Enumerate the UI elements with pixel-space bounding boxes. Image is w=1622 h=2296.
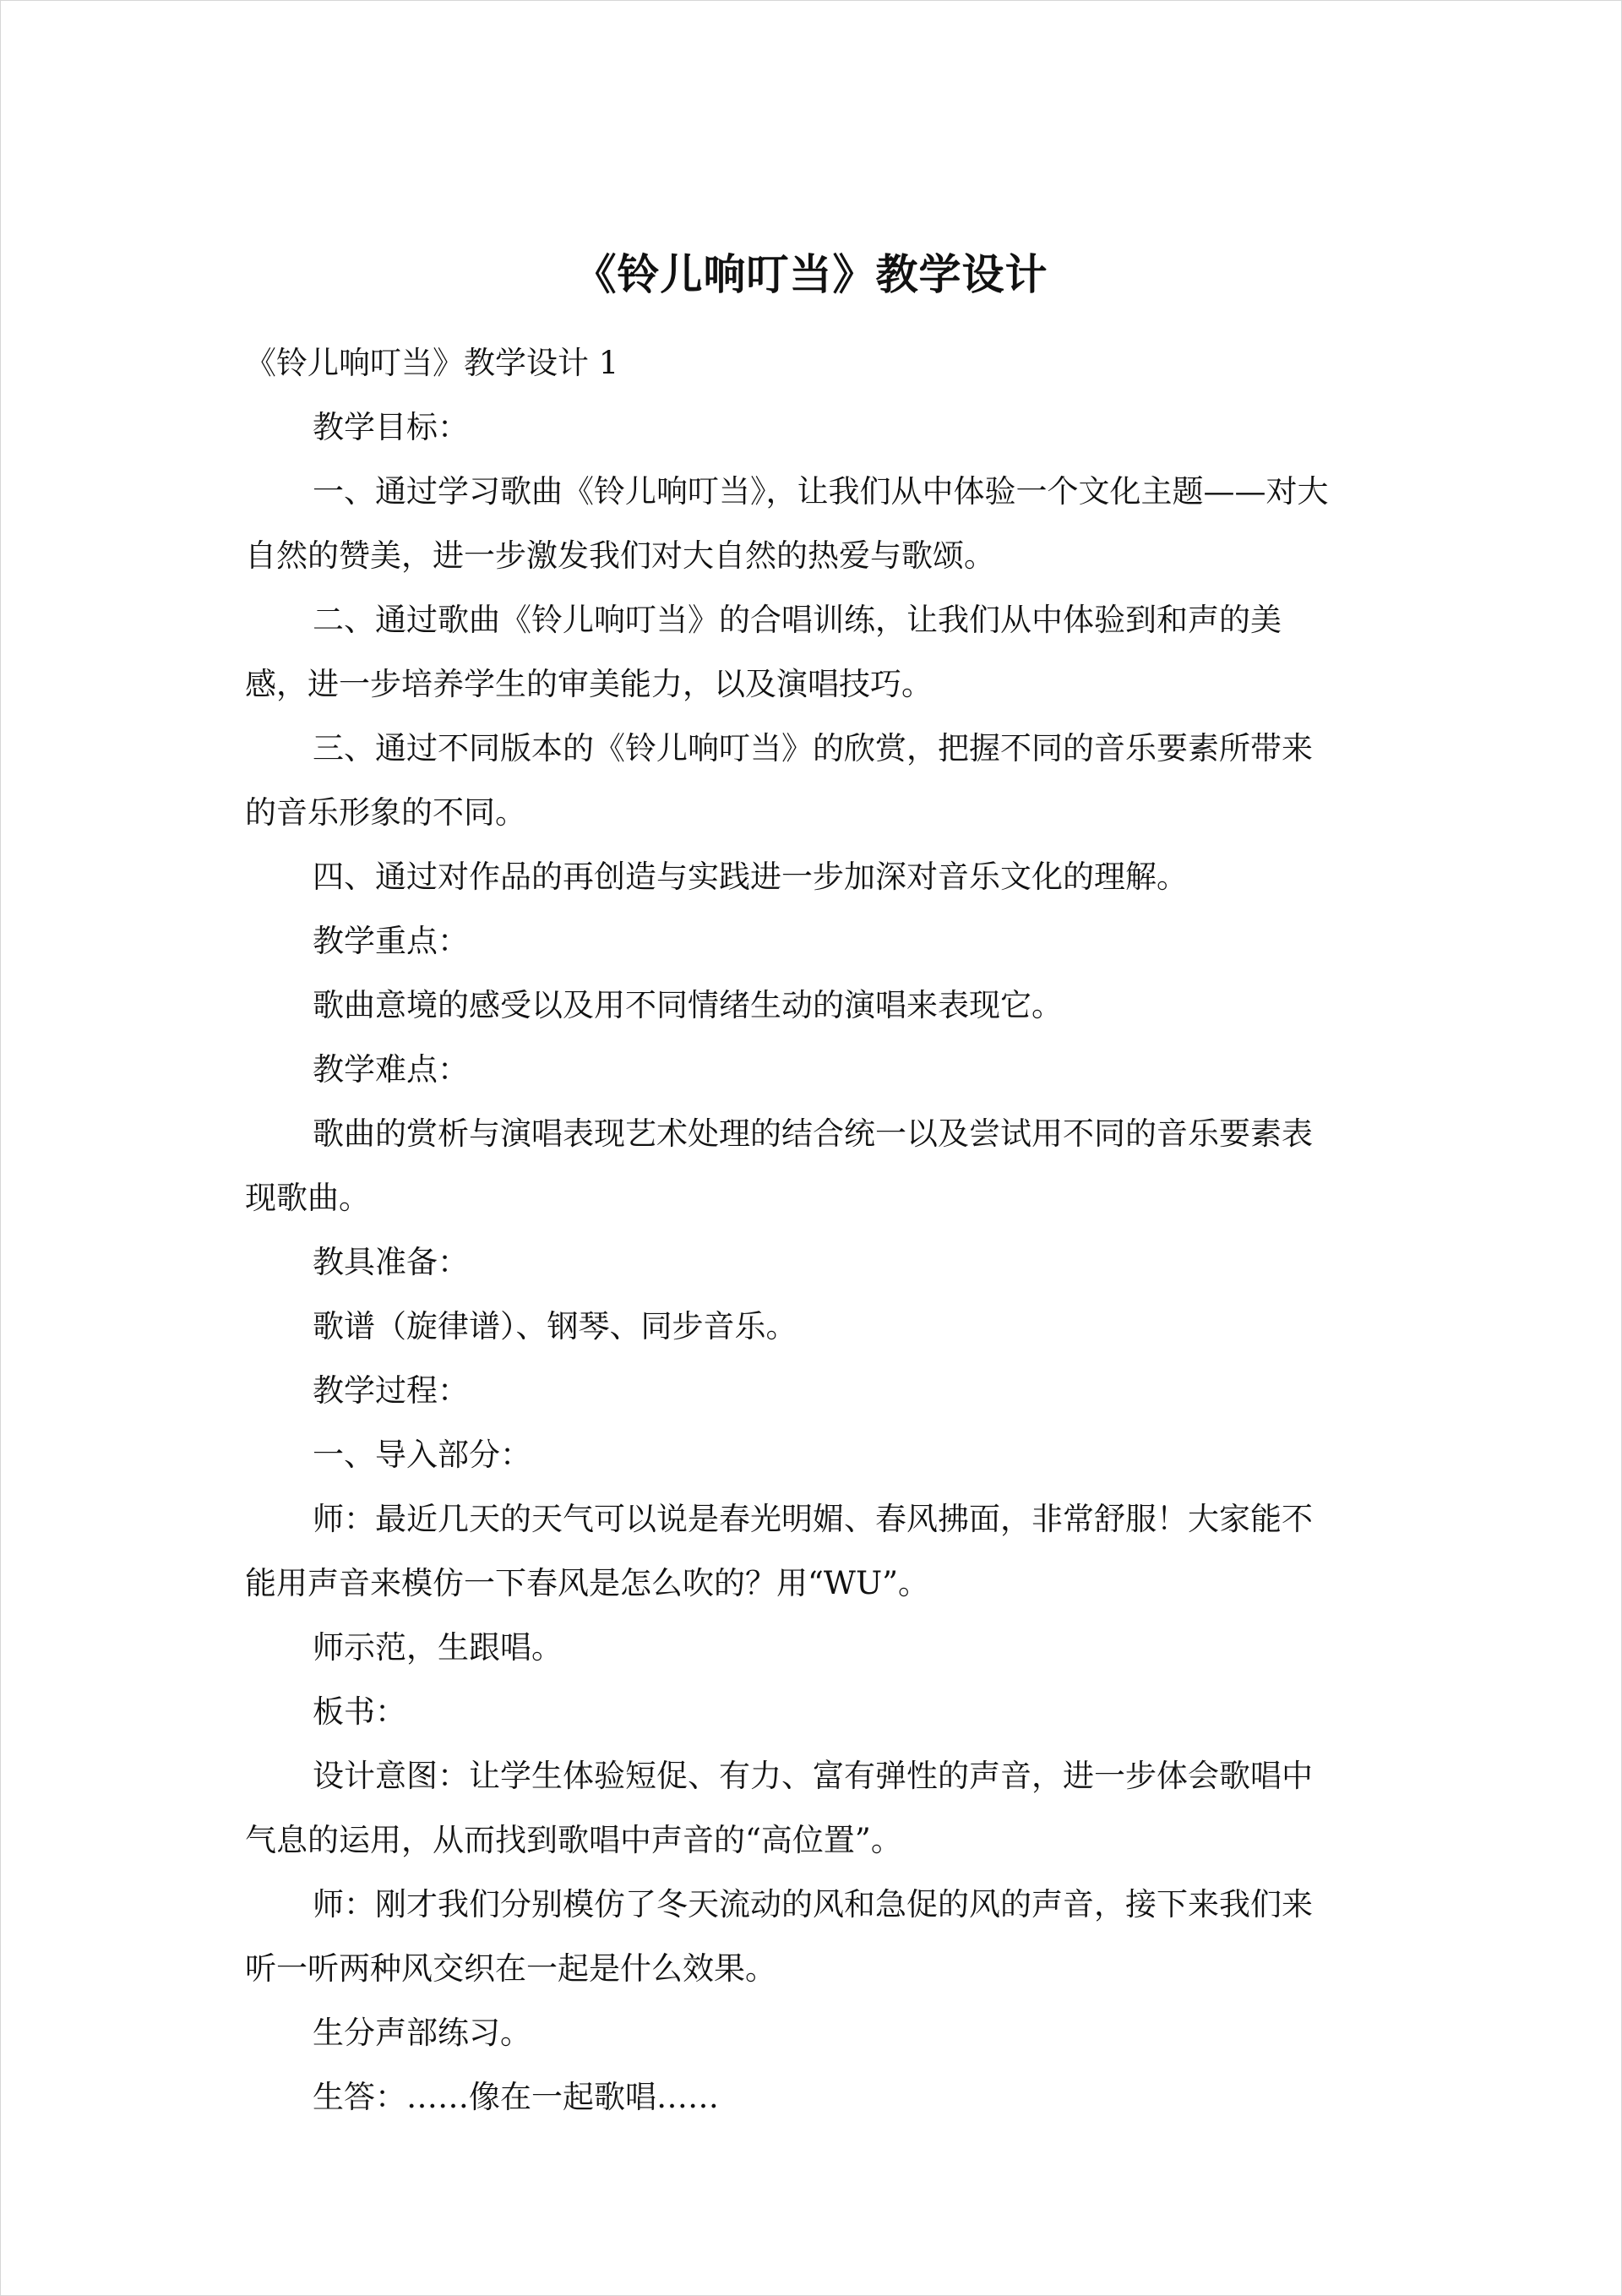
paragraph-line: 教学过程： — [313, 1372, 469, 1409]
paragraph-line: 板书： — [313, 1693, 406, 1730]
paragraph-line: 一、通过学习歌曲《铃儿响叮当》，让我们从中体验一个文化主题——对大 — [313, 473, 1329, 510]
section-heading: 《铃儿响叮当》教学设计 1 — [245, 345, 619, 381]
paragraph-line: 一、导入部分： — [313, 1437, 531, 1473]
paragraph-line: 歌曲意境的感受以及用不同情绪生动的演唱来表现它。 — [313, 987, 1063, 1023]
paragraph-line: 教学目标： — [313, 409, 469, 445]
paragraph-line: 师：刚才我们分别模仿了冬天流动的风和急促的风的声音，接下来我们来 — [313, 1886, 1313, 1922]
paragraph-line: 师示范，生跟唱。 — [313, 1629, 563, 1666]
paragraph-line: 生分声部练习。 — [313, 2015, 531, 2051]
paragraph-line: 教学难点： — [313, 1051, 469, 1088]
document-body — [245, 331, 1377, 2130]
paragraph-line: 设计意图：让学生体验短促、有力、富有弹性的声音，进一步体会歌唱中 — [313, 1758, 1313, 1794]
paragraph-line: 能用声音来模仿一下春风是怎么吹的？用“WU”。 — [245, 1565, 930, 1601]
paragraph-line: 现歌曲。 — [245, 1180, 370, 1216]
paragraph-line: 的音乐形象的不同。 — [245, 794, 526, 831]
paragraph-line: 歌曲的赏析与演唱表现艺术处理的结合统一以及尝试用不同的音乐要素表 — [313, 1115, 1313, 1152]
paragraph-line: 气息的运用，从而找到歌唱中声音的“高位置”。 — [245, 1822, 902, 1858]
paragraph-line: 听一听两种风交织在一起是什么效果。 — [245, 1950, 776, 1987]
paragraph-line: 教学重点： — [313, 923, 469, 959]
paragraph-line: 感，进一步培养学生的审美能力，以及演唱技巧。 — [245, 666, 933, 702]
paragraph-line: 四、通过对作品的再创造与实践进一步加深对音乐文化的理解。 — [313, 859, 1188, 895]
paragraph-line: 自然的赞美，进一步激发我们对大自然的热爱与歌颂。 — [245, 537, 995, 574]
document-title: 《铃儿响叮当》教学设计 — [574, 250, 1048, 299]
paragraph-line: 三、通过不同版本的《铃儿响叮当》的欣赏，把握不同的音乐要素所带来 — [313, 730, 1313, 766]
paragraph-line: 师：最近几天的天气可以说是春光明媚、春风拂面，非常舒服！大家能不 — [313, 1501, 1313, 1537]
paragraph-line: 教具准备： — [313, 1244, 469, 1280]
paragraph-line: 歌谱（旋律谱）、钢琴、同步音乐。 — [313, 1308, 797, 1344]
paragraph-line: 二、通过歌曲《铃儿响叮当》的合唱训练，让我们从中体验到和声的美 — [313, 602, 1282, 638]
paragraph-line: 生答：……像在一起歌唱…… — [313, 2079, 719, 2115]
